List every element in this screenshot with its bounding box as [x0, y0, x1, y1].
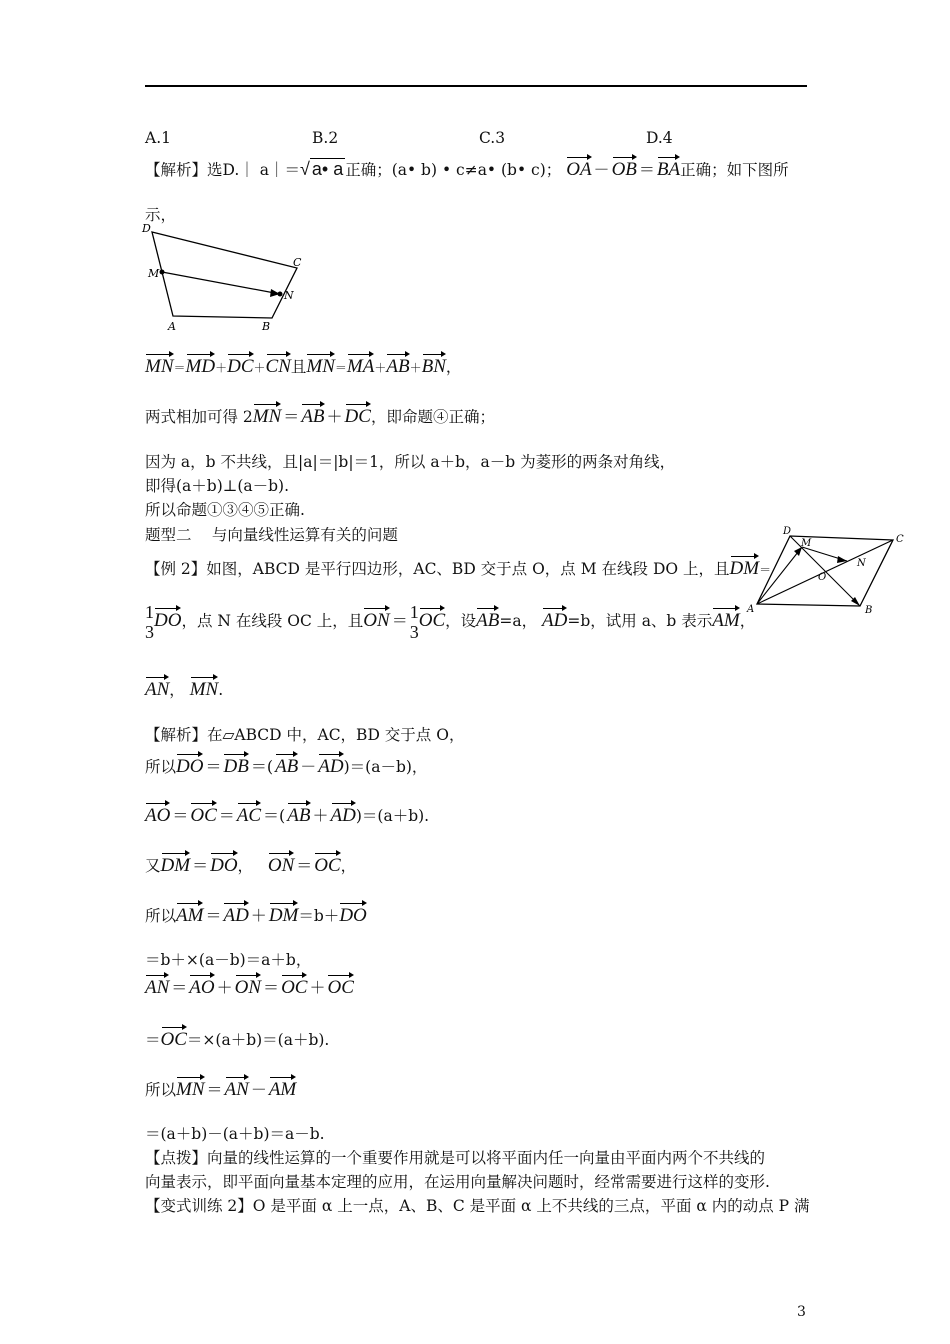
so-text: 所以: [145, 758, 177, 776]
sum-line: [145, 402, 495, 427]
segment-mn: [162, 272, 280, 294]
vec-ab: AB: [287, 801, 310, 825]
plus-op: ＋: [309, 978, 326, 997]
plus-op: ＋: [326, 407, 343, 426]
page-number: 3: [797, 1304, 806, 1320]
equals-op: ＝: [192, 856, 209, 875]
label-a: A: [168, 320, 176, 333]
analysis2-line-9: ＝(a＋b)－(a＋b)＝a－b.: [145, 1125, 325, 1143]
example2-text: 【例 2】如图，ABCD 是平行四边形，AC、BD 交于点 O，点 M 在线段 DO 上，且: [145, 560, 730, 578]
vec-ab: AB: [275, 752, 298, 776]
analysis2-intro: 【解析】在▱ABCD 中，AC，BD 交于点 O，: [145, 726, 465, 744]
let-text: ，设: [445, 612, 477, 630]
minus-op: －: [593, 160, 610, 179]
analysis-continuation: 示，: [145, 206, 177, 224]
analysis2-line-3: [145, 851, 356, 876]
vec-oc: OC: [327, 973, 353, 997]
mn-equations: [145, 352, 461, 378]
equals-op: ＝: [173, 361, 186, 375]
vec-ba: BA: [657, 155, 680, 179]
sum-suffix: ，即命题④正确；: [370, 408, 495, 426]
vec-mn: MN: [253, 402, 282, 426]
vec-ab: AB: [301, 402, 324, 426]
quad-outline: [152, 232, 297, 318]
option-c: C.3: [479, 129, 506, 147]
label-o: O: [818, 572, 827, 583]
also-text: 又: [145, 857, 161, 875]
analysis2-line-4: [145, 901, 367, 926]
equals-op: ＝: [171, 978, 188, 997]
vec-dm: DM: [161, 851, 191, 875]
analysis2-line-2: [145, 801, 429, 826]
label-d: D: [142, 222, 151, 235]
label-b: B: [262, 320, 271, 333]
vec-db: DB: [223, 752, 248, 776]
equals-op: ＝: [391, 611, 408, 630]
so-text: 所以: [145, 907, 177, 925]
variant-training-line: 【变式训练 2】O 是平面 α 上一点，A、B、C 是平面 α 上不共线的三点，平面 α 内的动点 P 满: [145, 1197, 810, 1215]
conclusion-line: 所以命题①③④⑤正确.: [145, 501, 305, 519]
period: .: [218, 681, 224, 699]
type2-heading: 题型二 与向量线性运算有关的问题: [145, 526, 398, 544]
vec-an: AN: [225, 1075, 249, 1099]
label-c: C: [896, 534, 904, 545]
plus-op: ＋: [374, 361, 387, 375]
so-text: 所以: [145, 1081, 177, 1099]
label-n: N: [857, 558, 866, 569]
label-m: M: [148, 267, 160, 280]
vec-oc: OC: [419, 606, 445, 630]
label-c: C: [293, 256, 302, 269]
vec-am: AM: [712, 606, 739, 630]
analysis-suffix: 正确；如下图所: [680, 161, 789, 179]
option-d: D.4: [646, 129, 673, 147]
result-text: )＝(a＋b).: [355, 807, 430, 825]
vec-dm: DM: [269, 901, 299, 925]
result-text: ＝×(a＋b)＝(a＋b).: [186, 1031, 330, 1049]
equals-op: ＝: [638, 160, 655, 179]
vec-do: DO: [154, 606, 181, 630]
noncollinear-line: 因为 a，b 不共线，且|a|＝|b|＝1，所以 a＋b，a－b 为菱形的两条对角线，: [145, 453, 676, 471]
vec-on: ON: [363, 606, 389, 630]
analysis2-line-1: [145, 752, 427, 777]
plus-op: ＋: [312, 806, 329, 825]
fraction-one-third: 1 3: [409, 602, 419, 642]
option-b: B.2: [312, 129, 339, 147]
header-rule: [145, 85, 807, 87]
equals-op: ＝: [759, 563, 772, 577]
tip-line-1: 【点拨】向量的线性运算的一个重要作用就是可以将平面内任一向量由平面内两个不共线的: [145, 1149, 766, 1167]
vec-an: AN: [145, 973, 169, 997]
assoc-text: 正确；(a• b) • c≠a• (b• c)；: [345, 161, 562, 179]
vec-ab: AB: [386, 352, 409, 376]
option-a: A.1: [145, 129, 171, 147]
label-b: B: [865, 605, 873, 616]
vec-an: AN: [145, 675, 169, 699]
equals-op: ＝: [206, 1080, 223, 1099]
equals-op: ＝: [145, 1031, 161, 1049]
sqrt-expression: √ a• a: [299, 159, 344, 179]
equals-op: ＝(: [250, 757, 274, 776]
label-a: A: [747, 604, 755, 615]
analysis2-line-5: ＝b＋×(a－b)＝a＋b，: [145, 951, 312, 969]
vec-dc: DC: [227, 352, 253, 376]
label-d: D: [783, 526, 792, 537]
b-def: =b，试用 a、b 表示: [567, 612, 713, 630]
comma: ，: [169, 681, 185, 699]
vec-ad: AD: [331, 801, 356, 825]
vec-ad: AD: [318, 752, 343, 776]
plus-op: ＋: [250, 906, 267, 925]
equals-op: ＝: [172, 806, 189, 825]
vec-mn: MN: [306, 352, 335, 376]
vec-md: MD: [186, 352, 216, 376]
vec-bn: BN: [422, 352, 446, 376]
analysis2-line-6: [145, 973, 354, 998]
vec-ad: AD: [542, 606, 567, 630]
minus-op: －: [300, 757, 317, 776]
equals-op: ＝: [205, 906, 222, 925]
point-n: [278, 292, 283, 297]
plus-op: ＋: [215, 361, 228, 375]
analysis-prefix: 【解析】选D.｜ a｜＝: [145, 161, 300, 179]
vec-do: DO: [210, 851, 237, 875]
vec-ob: OB: [612, 155, 637, 179]
vec-ac: AC: [237, 801, 261, 825]
vec-mn: MN: [190, 675, 219, 699]
label-n: N: [284, 289, 294, 302]
fraction-one-third: 1 3: [145, 602, 154, 642]
analysis2-line-7: [145, 1025, 329, 1050]
equals-op: ＝: [218, 806, 235, 825]
perpendicular-line: 即得(a＋b)⊥(a－b).: [145, 477, 290, 495]
and-text: 且: [290, 358, 307, 376]
vec-on: ON: [268, 851, 294, 875]
vec-mn: MN: [145, 352, 174, 376]
result-text: )＝(a－b)，: [343, 758, 428, 776]
example2-line-3: [145, 675, 223, 700]
equals-op: ＝: [334, 361, 347, 375]
vec-on: ON: [235, 973, 261, 997]
vec-do: DO: [339, 901, 366, 925]
vec-cn: CN: [266, 352, 291, 376]
quadrilateral-figure: [140, 222, 310, 337]
minus-op: －: [250, 1080, 267, 1099]
comma: ，: [739, 612, 756, 630]
a-def: =a，: [499, 612, 538, 630]
vec-ma: MA: [347, 352, 374, 376]
example2-line-1: [145, 554, 771, 580]
vec-ao: AO: [189, 973, 214, 997]
vec-ad: AD: [223, 901, 248, 925]
analysis2-line-8: [145, 1075, 296, 1100]
tip-line-2: 向量表示，即平面向量基本定理的应用，在运用向量解决问题时，经常需要进行这样的变形.: [145, 1173, 770, 1191]
plus-op: ＋: [409, 361, 422, 375]
vec-mn: MN: [176, 1075, 205, 1099]
vec-oc: OC: [190, 801, 216, 825]
plus-op: ＋: [216, 978, 233, 997]
equals-op: ＝: [283, 407, 300, 426]
vec-ab: AB: [476, 606, 499, 630]
plus-op: ＋: [253, 361, 266, 375]
b-plus-text: ＝b＋: [298, 907, 340, 925]
equals-op: ＝: [205, 757, 222, 776]
vec-dc: DC: [345, 402, 371, 426]
comma: ，: [340, 857, 357, 875]
vec-am: AM: [269, 1075, 296, 1099]
vec-ao: AO: [145, 801, 170, 825]
equals-op: ＝: [296, 856, 313, 875]
vec-oc: OC: [161, 1025, 187, 1049]
vec-dm: DM: [730, 554, 760, 578]
example2-mid-text: ，点 N 在线段 OC 上，且: [181, 612, 364, 630]
vec-oa: OA: [566, 155, 591, 179]
label-m: M: [801, 538, 812, 549]
equals-op: ＝: [263, 978, 280, 997]
comma: ，: [237, 857, 254, 875]
comma: ，: [445, 358, 462, 376]
equals-op: ＝(: [263, 806, 286, 825]
sum-prefix: 两式相加可得 2: [145, 408, 253, 426]
analysis-line-1: [145, 155, 789, 180]
vec-oc: OC: [281, 973, 307, 997]
vec-oc: OC: [314, 851, 340, 875]
point-m: [160, 270, 165, 275]
vec-am: AM: [176, 901, 203, 925]
example2-line-2: [145, 602, 755, 642]
vec-do: DO: [176, 752, 203, 776]
